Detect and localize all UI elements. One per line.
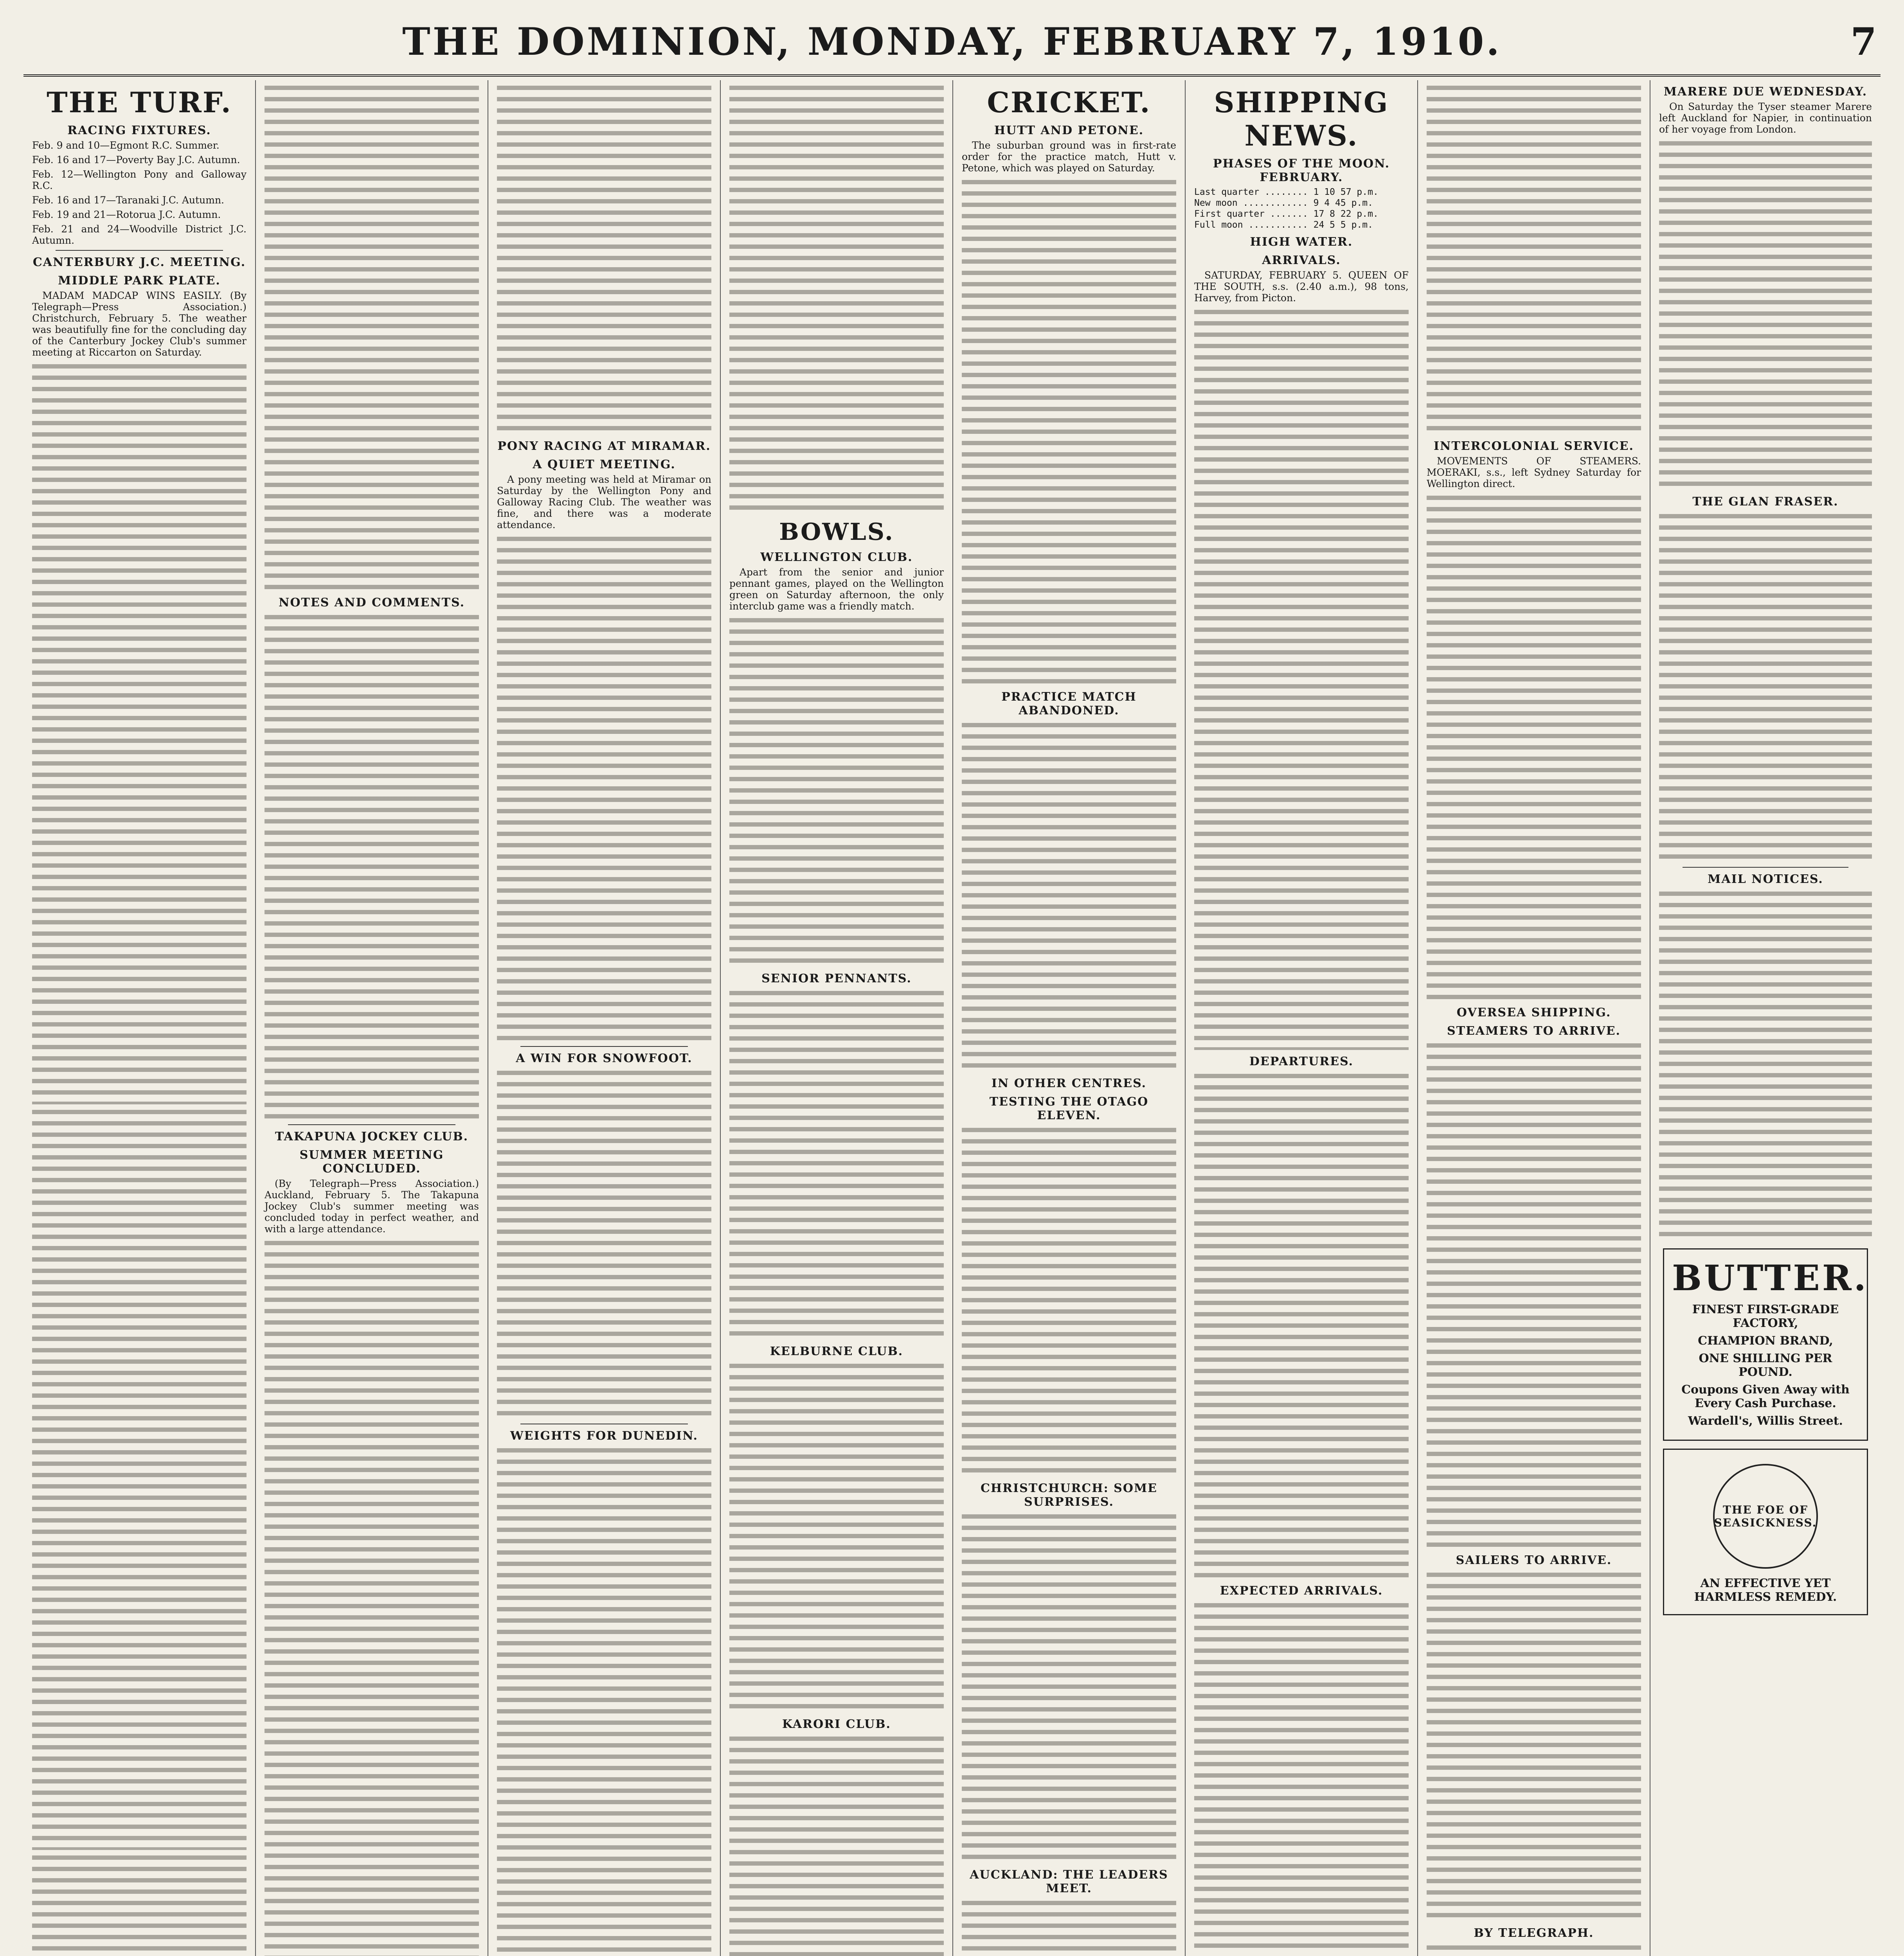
takapuna-heading: TAKAPUNA JOCKEY CLUB. <box>275 1130 469 1143</box>
expected-arrivals-heading: EXPECTED ARRIVALS. <box>1220 1584 1383 1598</box>
body-text-block <box>729 1733 944 1956</box>
moon-phases-heading: PHASES OF THE MOON. FEBRUARY. <box>1213 157 1390 184</box>
body-text-block <box>265 612 479 1120</box>
moon-phase-row: Full moon ........... 24 5 5 p.m. <box>1194 220 1373 230</box>
seal-emblem <box>1713 1464 1818 1569</box>
body-text-block <box>265 1238 479 1956</box>
moon-phase-row: New moon ............ 9 4 45 p.m. <box>1194 198 1373 208</box>
glan-fraser-heading: THE GLAN FRASER. <box>1692 495 1839 509</box>
departures-heading: DEPARTURES. <box>1249 1055 1354 1068</box>
body-text-block <box>32 361 247 1104</box>
mail-notices-heading: MAIL NOTICES. <box>1708 872 1823 886</box>
body-text-block <box>729 615 944 967</box>
fixture-line: Feb. 16 and 17—Poverty Bay J.C. Autumn. <box>32 154 240 165</box>
other-centres-heading: IN OTHER CENTRES. <box>991 1077 1147 1090</box>
article-paragraph: (By Telegraph—Press Association.) Auckland, February 5. The Takapuna Jockey Club's summer meeting was concluded today in perfect weather, and with a large attendance. <box>265 1178 479 1235</box>
notes-heading: NOTES AND COMMENTS. <box>278 596 465 609</box>
seasickness-advertisement <box>1663 1449 1868 1615</box>
article-paragraph: Apart from the senior and junior pennant games, played on the Wellington green on Saturday afternoon, the only interclub game was a friendly match. <box>729 566 944 612</box>
column-3 <box>488 80 721 1956</box>
body-text-block <box>962 1511 1176 1863</box>
article-paragraph: MOVEMENTS OF STEAMERS. MOERAKI, s.s., left Sydney Saturday for Wellington direct. <box>1427 455 1641 489</box>
divider <box>1683 867 1848 868</box>
wellington-club-heading: WELLINGTON CLUB. <box>760 550 913 564</box>
butter-advertisement <box>1663 1248 1868 1441</box>
arrivals-heading: ARRIVALS. <box>1262 253 1341 267</box>
seal-text: THE FOE OF SEASICKNESS. <box>1714 1503 1817 1529</box>
body-text-block <box>1427 493 1641 1001</box>
otago-heading: TESTING THE OTAGO ELEVEN. <box>989 1095 1149 1122</box>
article-paragraph: MADAM MADCAP WINS EASILY. (By Telegraph—Press Association.) Christchurch, February 5. The weather was beautifully fine for the concluding day of the Canterbury Jockey Club's summer meeting at Riccarton on Saturday. <box>32 290 247 358</box>
body-text-block <box>962 177 1176 685</box>
divider <box>288 1124 455 1125</box>
body-text-block <box>32 1852 247 1956</box>
butter-line: Wardell's, Willis Street. <box>1688 1414 1843 1428</box>
oversea-heading: OVERSEA SHIPPING. <box>1456 1006 1611 1019</box>
moon-phase-row: Last quarter ........ 1 10 57 p.m. <box>1194 187 1379 197</box>
divider <box>520 1046 688 1047</box>
fixture-line: Feb. 19 and 21—Rotorua J.C. Autumn. <box>32 209 221 220</box>
body-text-block <box>1659 138 1872 490</box>
body-text-block <box>962 1898 1176 1956</box>
dunedin-weights-heading: WEIGHTS FOR DUNEDIN. <box>510 1429 698 1443</box>
divider <box>56 250 223 251</box>
summer-meeting-heading: SUMMER MEETING CONCLUDED. <box>299 1148 444 1176</box>
shipping-heading: SHIPPING NEWS. <box>1214 86 1389 152</box>
body-text-block <box>1194 1071 1409 1579</box>
butter-line: Coupons Given Away with Every Cash Purchase. <box>1681 1383 1850 1410</box>
middle-park-heading: MIDDLE PARK PLATE. <box>58 274 221 288</box>
page-columns <box>23 80 1881 1956</box>
hutt-petone-heading: HUTT AND PETONE. <box>994 124 1144 137</box>
column-cricket <box>953 80 1186 1956</box>
butter-title: BUTTER. <box>1672 1257 1869 1299</box>
practice-abandoned-heading: PRACTICE MATCH ABANDONED. <box>1001 690 1137 717</box>
intercolonial-heading: INTERCOLONIAL SERVICE. <box>1434 439 1634 453</box>
body-text-block <box>962 1125 1176 1477</box>
body-text-block <box>962 720 1176 1072</box>
high-water-heading: HIGH WATER. <box>1250 235 1353 249</box>
body-text-block <box>1659 888 1872 1240</box>
body-text-block <box>1659 511 1872 863</box>
body-text-block <box>497 83 711 435</box>
steamers-arrive-heading: STEAMERS TO ARRIVE. <box>1447 1024 1621 1038</box>
body-text-block <box>497 1068 711 1420</box>
article-paragraph: SATURDAY, FEBRUARY 5. QUEEN OF THE SOUTH, s.s. (2.40 a.m.), 98 tons, Harvey, from Picton. <box>1194 270 1409 304</box>
sailers-arrive-heading: SAILERS TO ARRIVE. <box>1456 1553 1612 1567</box>
column-2 <box>256 80 488 1956</box>
fixture-line: Feb. 12—Wellington Pony and Galloway R.C. <box>32 169 247 191</box>
kelburne-heading: KELBURNE CLUB. <box>770 1345 903 1358</box>
butter-line: FINEST FIRST-GRADE FACTORY, <box>1692 1303 1839 1330</box>
snowfoot-heading: A WIN FOR SNOWFOOT. <box>516 1052 693 1065</box>
pony-racing-heading: PONY RACING AT MIRAMAR. <box>497 439 711 453</box>
body-text-block <box>1194 307 1409 1050</box>
body-text-block <box>1427 1942 1641 1956</box>
fixture-line: Feb. 16 and 17—Taranaki J.C. Autumn. <box>32 194 225 206</box>
body-text-block <box>497 1445 711 1954</box>
body-text-block <box>1427 1569 1641 1922</box>
newspaper-title: THE DOMINION, MONDAY, FEBRUARY 7, 1910. <box>402 20 1502 64</box>
column-turf <box>23 80 256 1956</box>
bowls-heading: BOWLS. <box>779 518 894 546</box>
auckland-heading: AUCKLAND: THE LEADERS MEET. <box>970 1868 1168 1895</box>
article-paragraph: A pony meeting was held at Miramar on Saturday by the Wellington Pony and Galloway Racing Club. The weather was fine, and there was a moderate attendance. <box>497 474 711 530</box>
butter-line: CHAMPION BRAND, <box>1698 1334 1833 1348</box>
column-7 <box>1418 80 1650 1956</box>
ad-line: AN EFFECTIVE YET HARMLESS REMEDY. <box>1694 1577 1837 1604</box>
body-text-block <box>497 534 711 1042</box>
karori-heading: KARORI CLUB. <box>782 1717 891 1731</box>
body-text-block <box>32 1107 247 1850</box>
body-text-block <box>1194 1600 1409 1952</box>
turf-heading: THE TURF. <box>47 86 232 119</box>
racing-fixtures-heading: RACING FIXTURES. <box>67 124 211 137</box>
article-paragraph: On Saturday the Tyser steamer Marere left Auckland for Napier, in continuation of her voyage from London. <box>1659 101 1872 135</box>
masthead <box>23 8 1881 77</box>
body-text-block <box>1427 83 1641 435</box>
fixture-line: Feb. 21 and 24—Woodville District J.C. Autumn. <box>32 223 247 246</box>
column-bowls <box>721 80 953 1956</box>
senior-pennants-heading: SENIOR PENNANTS. <box>761 972 912 985</box>
fixture-line: Feb. 9 and 10—Egmont R.C. Summer. <box>32 140 220 151</box>
christchurch-heading: CHRISTCHURCH: SOME SURPRISES. <box>980 1481 1158 1509</box>
body-text-block <box>265 83 479 591</box>
by-telegraph-heading: BY TELEGRAPH. <box>1474 1926 1594 1940</box>
canterbury-heading: CANTERBURY J.C. MEETING. <box>32 255 246 269</box>
column-shipping <box>1186 80 1418 1956</box>
body-text-block <box>729 83 944 513</box>
cricket-heading: CRICKET. <box>987 86 1151 119</box>
article-paragraph: The suburban ground was in first-rate order for the practice match, Hutt v. Petone, which was played on Saturday. <box>962 140 1176 174</box>
body-text-block <box>729 988 944 1340</box>
page-number: 7 <box>1850 20 1877 64</box>
moon-phase-row: First quarter ....... 17 8 22 p.m. <box>1194 209 1379 219</box>
marere-heading: MARERE DUE WEDNESDAY. <box>1663 85 1868 99</box>
butter-line: ONE SHILLING PER POUND. <box>1699 1352 1832 1379</box>
body-text-block <box>729 1361 944 1713</box>
column-8 <box>1650 80 1881 1956</box>
body-text-block <box>1427 1040 1641 1549</box>
quiet-meeting-heading: A QUIET MEETING. <box>533 458 676 471</box>
